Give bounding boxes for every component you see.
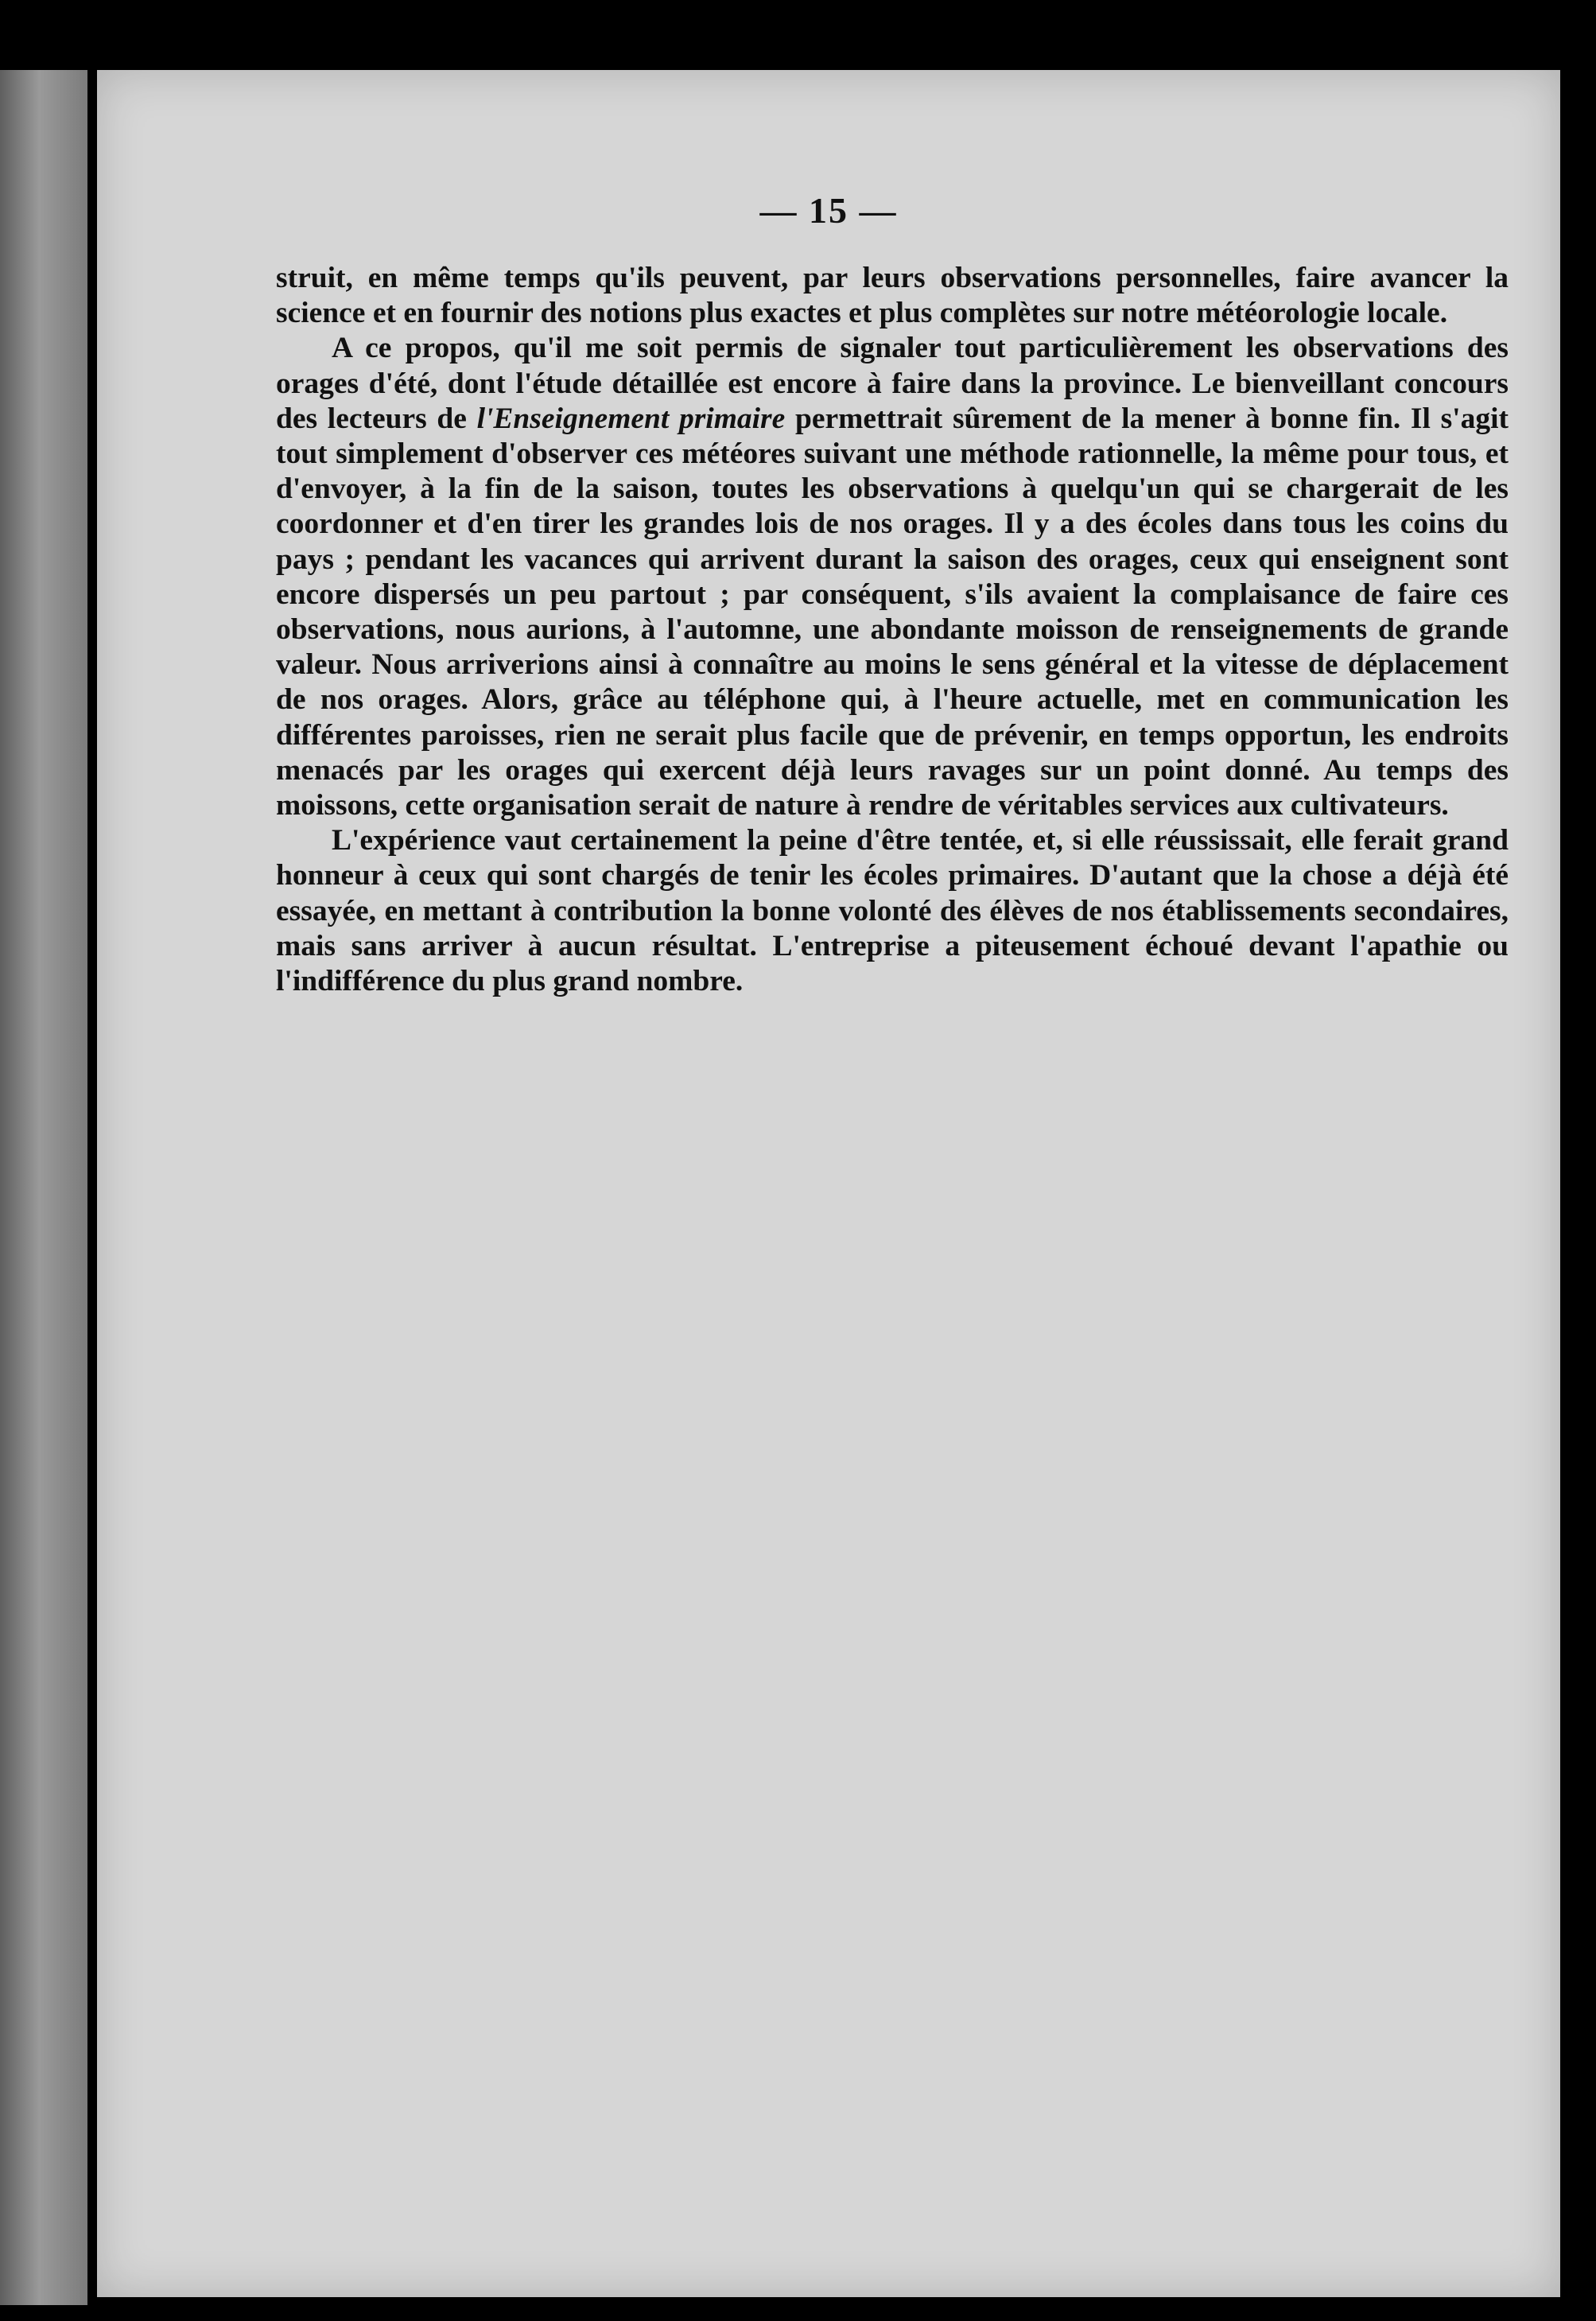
paragraph-2-text-end: permettrait sûrement de la mener à bonne fin. Il s'agit tout simplement d'observer ces météores suivant une méthode rationnelle, la même pour tous, et d'envoyer, à la fin de la saison, toutes les observations à quelqu'un qui se chargerait de les coordonner et d'en tirer les grandes lois de nos orages. Il y a des écoles dans tous les coins du pays ; pendant les vacances qui arrivent durant la saison des orages, ceux qui enseignent sont encore dispersés un peu partout ; par conséquent, s'ils avaient la complaisance de faire ces observations, nous aurions, à l'automne, une abondante moisson de renseignements de grande valeur. Nous arriverions ainsi à connaître au moins le sens général et la vitesse de déplacement de nos orages. Alors, grâce au téléphone qui, à l'heure actuelle, met en communication les différentes paroisses, rien ne serait plus facile que de prévenir, en temps opportun, les endroits menacés par les orages qui exercent déjà leurs ravages sur un point donné. Au temps des moissons, cette organisation serait de nature à rendre de véritables services aux cultivateurs.: [276, 402, 1509, 822]
publication-title: l'Enseignement primaire: [476, 402, 786, 435]
paragraph-3: L'expérience vaut certainement la peine d'être tentée, et, si elle réussissait, elle ferait grand honneur à ceux qui sont chargés de tenir les écoles primaires. D'autant que la chose a déjà été essayée, en mettant à contribution la bonne volonté des élèves de nos établissements secondaires, mais sans arriver à aucun résultat. L'entreprise a piteusement échoué devant l'apathie ou l'indifférence du plus grand nombre.: [276, 824, 1509, 998]
page-number: — 15 —: [759, 190, 898, 231]
adjacent-page-edge: [0, 70, 87, 2305]
paragraph-2: [276, 331, 1509, 823]
paragraph-1: struit, en même temps qu'ils peuvent, par leurs observations personnelles, faire avancer la science et en fournir des notions plus exactes et plus complètes sur notre météorologie locale.: [276, 262, 1509, 330]
body-text: [276, 261, 1509, 999]
paragraph-2-text-start: A ce propos, qu'il me soit permis de signaler tout particulièrement les observations des orages d'été, dont l'étude détaillée est encore à faire dans la province. Le bienveillant concours des lecteurs de: [276, 332, 1509, 435]
document-page: [97, 70, 1560, 2297]
